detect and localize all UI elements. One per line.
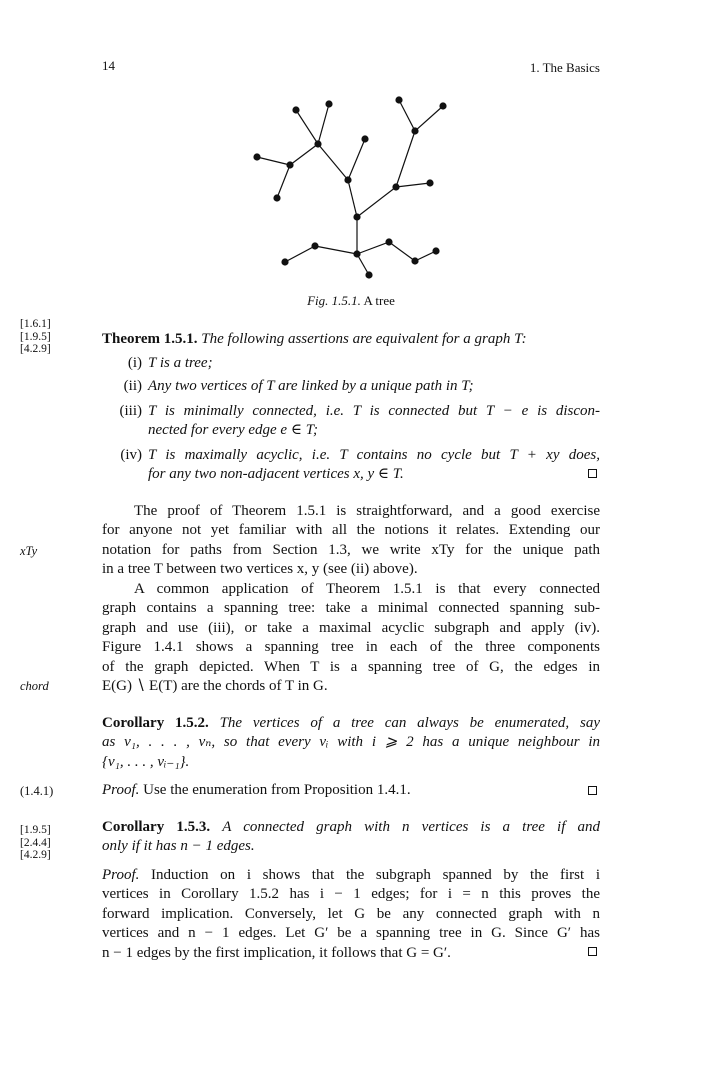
text-line: graph contains a spanning tree: take a minimal connected spanning sub- [102, 600, 600, 617]
margin-ref: [4.2.9] [20, 343, 51, 355]
proof-text: Use the enumeration from Proposition 1.4.1. [143, 782, 411, 798]
margin-note-chord: chord [20, 679, 49, 693]
proof-label: Proof. [102, 867, 140, 883]
figure-caption [0, 293, 702, 309]
margin-ref: [1.6.1] [20, 318, 51, 330]
paragraph-2 [102, 580, 600, 696]
corollary-text: A connected graph with n vertices is a tree if and [222, 819, 601, 835]
proof-text: forward implication. Conversely, let G be any connected graph with n [102, 905, 600, 922]
margin-ref: [1.9.5] [20, 330, 51, 343]
corollary-text: only if it has n − 1 edges. [102, 838, 255, 855]
tree-edges [257, 100, 443, 275]
proof-label: Proof. [102, 782, 140, 798]
theorem-heading [102, 330, 527, 349]
qed-box [588, 786, 597, 795]
item-number: (ii) [123, 378, 142, 394]
corollary-label: Corollary 1.5.3. [102, 819, 211, 835]
margin-ref: [4.2.9] [20, 849, 51, 861]
margin-ref: [1.9.5] [20, 824, 51, 836]
text-line: graph and use (iii), or take a maximal acyclic subgraph and apply (iv). [102, 619, 600, 636]
figure-caption-label: Fig. 1.5.1. [307, 293, 361, 308]
proof-text: Induction on i shows that the subgraph spanned by the first i [151, 867, 601, 883]
text-line: Figure 1.4.1 shows a spanning tree in each of the three components [102, 639, 600, 656]
qed-box [588, 469, 597, 478]
corollary-text: {v₁, . . . , vᵢ₋₁}. [102, 753, 190, 770]
text-line: A common application of Theorem 1.5.1 is that every connected [134, 581, 600, 597]
theorem-label: Theorem 1.5.1. [102, 331, 198, 347]
corollary-1-5-2 [102, 714, 600, 772]
item-number: (iv) [120, 447, 142, 463]
running-title: 1. The Basics [529, 60, 600, 75]
item-text: T is maximally acyclic, i.e. T contains no cycle but T + xy does, [148, 447, 600, 463]
corollary-label: Corollary 1.5.2. [102, 715, 209, 731]
proof-text: vertices in Corollary 1.5.2 has i − 1 edges; for i = n this proves the [102, 886, 600, 903]
item-number: (i) [127, 355, 142, 371]
tree-figure [0, 0, 702, 300]
item-text: T is minimally connected, i.e. T is connected but T − e is discon- [148, 403, 600, 419]
item-text: T is a tree; [148, 355, 213, 371]
theorem-item [102, 446, 600, 485]
item-text: nected for every edge e ∈ T; [148, 422, 319, 439]
proof-text: n − 1 edges by the first implication, it follows that G = G′. [102, 944, 451, 961]
corollary-margin-refs [20, 824, 51, 862]
proof-margin-ref: (1.4.1) [20, 784, 54, 798]
item-text: for any two non-adjacent vertices x, y ∈ T. [148, 466, 404, 483]
text-line: notation for paths from Section 1.3, we write xTy for the unique path [102, 541, 600, 558]
theorem-margin-refs [20, 318, 51, 356]
theorem-statement: The following assertions are equivalent for a graph T: [201, 331, 527, 347]
qed-box [588, 947, 597, 956]
corollary-1-5-3-proof [102, 866, 600, 963]
proof-text: vertices and n − 1 edges. Let G′ be a spanning tree in G. Since G′ has [102, 925, 600, 942]
theorem-item [102, 402, 600, 441]
theorem-item [102, 377, 600, 396]
theorem-item [102, 354, 600, 373]
margin-note-xty: xTy [20, 544, 38, 558]
text-line: E(G) ∖ E(T) are the chords of T in G. [102, 678, 328, 695]
item-number: (iii) [119, 403, 142, 419]
paragraph-1 [102, 502, 600, 580]
text-line: in a tree T between two vertices x, y (see (ii) above). [102, 561, 418, 578]
item-text: Any two vertices of T are linked by a unique path in T; [148, 378, 474, 394]
corollary-text: as v₁, . . . , vₙ, so that every vᵢ with i ⩾ 2 has a unique neighbour in [102, 734, 600, 751]
corollary-1-5-2-proof [102, 781, 411, 800]
text-line: of the graph depicted. When T is a spanning tree of G, the edges in [102, 658, 600, 675]
margin-ref: [2.4.4] [20, 836, 51, 849]
text-line: for anyone not yet familiar with all the notions it relates. Extending our [102, 522, 600, 539]
corollary-text: The vertices of a tree can always be enumerated, say [219, 715, 600, 731]
page-number: 14 [102, 58, 115, 73]
corollary-1-5-3 [102, 818, 600, 857]
text-line: The proof of Theorem 1.5.1 is straightforward, and a good exercise [134, 503, 600, 519]
figure-caption-text: A tree [363, 293, 395, 308]
